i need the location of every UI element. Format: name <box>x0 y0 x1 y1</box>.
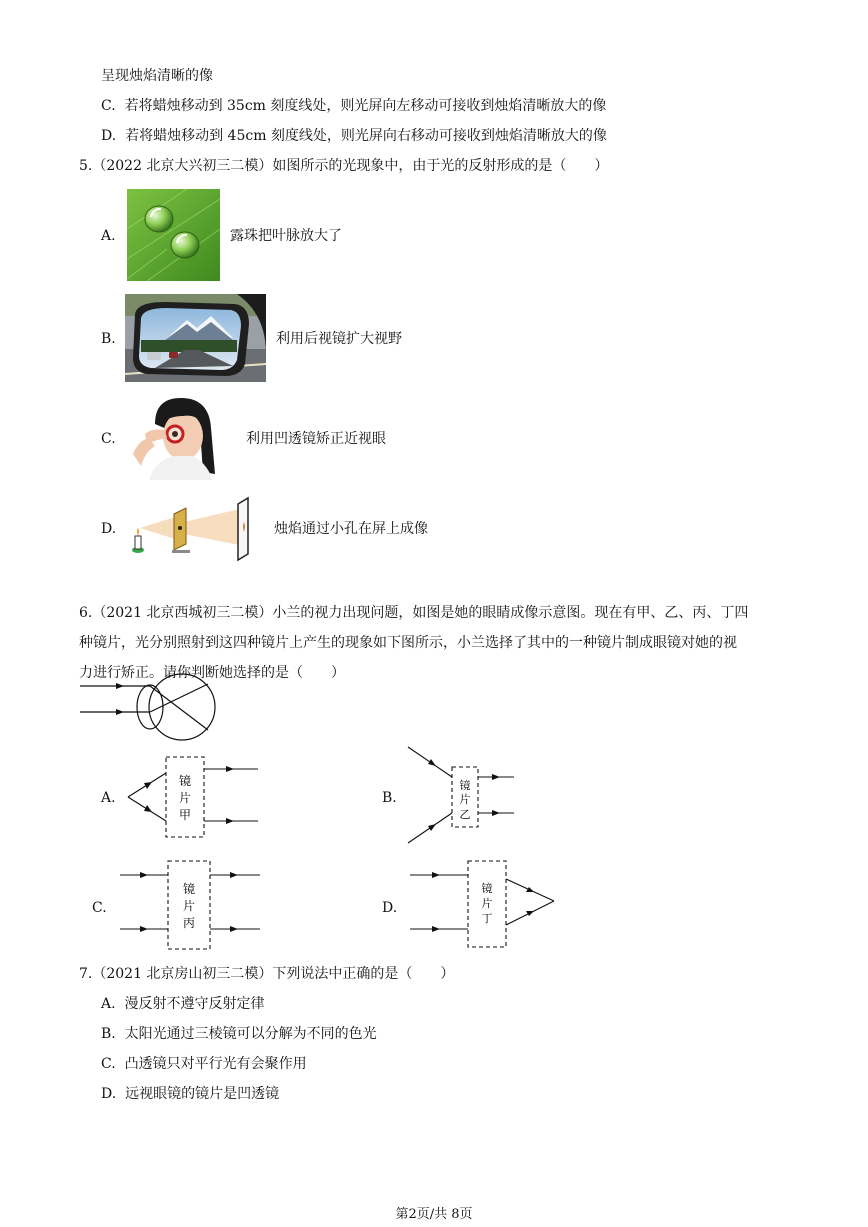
option-label: D. <box>101 128 117 144</box>
option-text: 漫反射不遵守反射定律 <box>124 996 265 1012</box>
q5-option-b-label: B. <box>101 331 116 347</box>
q5-option-c-caption: 利用凹透镜矫正近视眼 <box>246 431 386 447</box>
q4-continuation: 呈现烛焰清晰的像 <box>101 68 213 84</box>
option-label: B. <box>101 1026 116 1042</box>
q4-option-c <box>101 96 606 116</box>
lens-label-char: 片 <box>178 791 192 805</box>
option-label: C. <box>101 98 116 114</box>
lens-label-char: 镜 <box>182 882 196 896</box>
lens-label-char: 丁 <box>481 912 493 925</box>
lens-label-char: 甲 <box>178 808 192 822</box>
lens-label-char: 镜 <box>459 779 471 792</box>
q5-option-a-label: A. <box>101 228 116 244</box>
option-label: D. <box>101 1086 117 1102</box>
q7-option-a <box>101 994 264 1014</box>
option-label: C. <box>101 1056 116 1072</box>
q6-option-b-label: B. <box>382 790 397 806</box>
girl-with-lens-image <box>125 394 235 480</box>
q5-stem: 5.（2022 北京大兴初三二模）如图所示的光现象中，由于光的反射形成的是（ ） <box>79 158 609 174</box>
lens-label-char: 片 <box>459 793 471 806</box>
q5-option-a-caption: 露珠把叶脉放大了 <box>230 228 342 244</box>
dewdrop-leaf-image <box>127 189 220 281</box>
lens-diagram-a <box>126 755 260 839</box>
pinhole-camera-image <box>126 494 266 562</box>
q4-option-d <box>101 126 607 146</box>
lens-diagram-c <box>118 859 262 951</box>
q6-stem-line-3: 力进行矫正。请你判断她选择的是（ ） <box>79 665 345 681</box>
q6-option-a-label: A. <box>101 790 116 806</box>
q5-option-b-caption: 利用后视镜扩大视野 <box>276 331 402 347</box>
option-label: A. <box>101 996 116 1012</box>
lens-label-char: 乙 <box>459 808 471 821</box>
q5-option-c-label: C. <box>101 431 116 447</box>
option-text: 若将蜡烛移动到 35cm 刻度线处，则光屏向左移动可接收到烛焰清晰放大的像 <box>124 98 607 114</box>
option-text: 太阳光通过三棱镜可以分解为不同的色光 <box>124 1026 377 1042</box>
lens-label-char: 镜 <box>178 774 192 788</box>
lens-diagram-d <box>408 859 558 951</box>
eye-diagram <box>78 670 218 744</box>
lens-label-char: 片 <box>182 899 196 913</box>
lens-label-char: 镜 <box>481 882 493 895</box>
lens-label-char: 丙 <box>182 916 196 930</box>
q6-stem-line-1: 6.（2021 北京西城初三二模）小兰的视力出现问题，如图是她的眼睛成像示意图。现在有甲、乙、丙、丁四 <box>79 605 749 621</box>
lens-label-char: 片 <box>481 897 493 910</box>
option-text: 若将蜡烛移动到 45cm 刻度线处，则光屏向右移动可接收到烛焰清晰放大的像 <box>125 128 607 144</box>
option-text: 远视眼镜的镜片是凹透镜 <box>125 1086 280 1102</box>
q7-stem: 7.（2021 北京房山初三二模）下列说法中正确的是（ ） <box>79 966 455 982</box>
q6-stem-line-2-wrap: 种镜片，光分别照射到这四种镜片上产生的现象如下图所示，小兰选择了其中的一种镜片制成眼镜对她的视 <box>79 635 737 651</box>
q7-option-c <box>101 1054 307 1074</box>
side-mirror-image <box>125 294 266 382</box>
lens-diagram-b <box>406 745 516 847</box>
page-number: 第2页/共 8页 <box>395 1207 473 1222</box>
q7-option-d <box>101 1084 279 1104</box>
q6-option-c-label: C. <box>92 900 107 916</box>
option-text: 凸透镜只对平行光有会聚作用 <box>124 1056 307 1072</box>
q5-option-d-label: D. <box>101 521 117 537</box>
q6-option-d-label: D. <box>382 900 398 916</box>
q7-option-b <box>101 1024 377 1044</box>
q5-option-d-caption: 烛焰通过小孔在屏上成像 <box>274 521 428 537</box>
